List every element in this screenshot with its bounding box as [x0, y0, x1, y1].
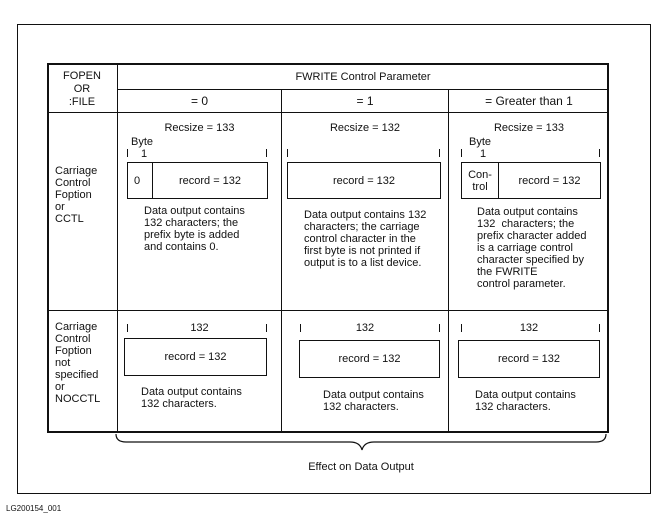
effect-brace [112, 434, 610, 456]
recsize-label: Recsize = 132 [329, 122, 400, 134]
row-divider [47, 310, 609, 311]
column-header-gt1: = Greater than 1 [485, 94, 573, 108]
size-tick-right [266, 149, 267, 157]
cell-description: Data output contains 132 characters; the prefix byte is added and contains 0. [144, 205, 245, 253]
column-header-rule [47, 112, 609, 113]
size-tick-left [287, 149, 288, 157]
size-tick-right [439, 149, 440, 157]
size-tick-right [599, 324, 600, 332]
record-label: record = 132 [518, 175, 581, 187]
byte-number: 1 [141, 148, 148, 160]
column-header-eq1: = 1 [356, 94, 374, 108]
size-label: 132 [190, 322, 209, 334]
column-divider-2 [448, 89, 449, 433]
size-tick-left [461, 324, 462, 332]
recsize-label: Recsize = 133 [493, 122, 564, 134]
row-label-nocctl: Carriage Control Foption not specified or NOCCTL [55, 321, 101, 405]
size-label: 132 [355, 322, 375, 334]
header-rule [117, 89, 609, 90]
record-label: record = 132 [178, 175, 242, 187]
brace-label: Effect on Data Output [308, 461, 414, 473]
column-divider-1 [281, 89, 282, 433]
byte-label: Byte [131, 136, 154, 148]
recsize-label: Recsize = 133 [164, 122, 235, 134]
table-title: FWRITE Control Parameter [295, 71, 431, 83]
cell-description: Data output contains 132 characters. [141, 386, 242, 410]
cell-description: Data output contains 132 characters. [323, 389, 424, 413]
prefix-control: Con- trol [468, 169, 492, 193]
byte-number: 1 [480, 148, 487, 160]
corner-or: OR [73, 83, 91, 95]
record-label: record = 132 [338, 353, 401, 365]
prefix-byte: 0 [134, 175, 141, 187]
size-label: 132 [519, 322, 539, 334]
size-tick-left [127, 149, 128, 157]
record-label: record = 132 [164, 351, 227, 363]
cell-description: Data output contains 132 characters; the prefix character added is a carriage control character specified by the FWRITE control parameter. [477, 206, 587, 290]
label-column-divider [117, 63, 118, 433]
byte-label: Byte [469, 136, 492, 148]
size-tick-right [439, 324, 440, 332]
corner-fopen: FOPEN [63, 70, 101, 82]
record-label: record = 132 [332, 175, 396, 187]
figure-id: LG200154_001 [6, 504, 62, 513]
corner-file: :FILE [68, 96, 96, 108]
row-label-cctl: Carriage Control Foption or CCTL [55, 165, 98, 225]
size-tick-left [300, 324, 301, 332]
column-header-eq0: = 0 [190, 94, 208, 108]
size-tick-right [599, 149, 600, 157]
size-tick-left [127, 324, 128, 332]
cell-description: Data output contains 132 characters. [475, 389, 576, 413]
record-label: record = 132 [497, 353, 561, 365]
size-tick-right [266, 324, 267, 332]
size-tick-left [461, 149, 462, 157]
cell-description: Data output contains 132 characters; the carriage control character in the first byte is not printed if output is to a list device. [304, 209, 427, 269]
